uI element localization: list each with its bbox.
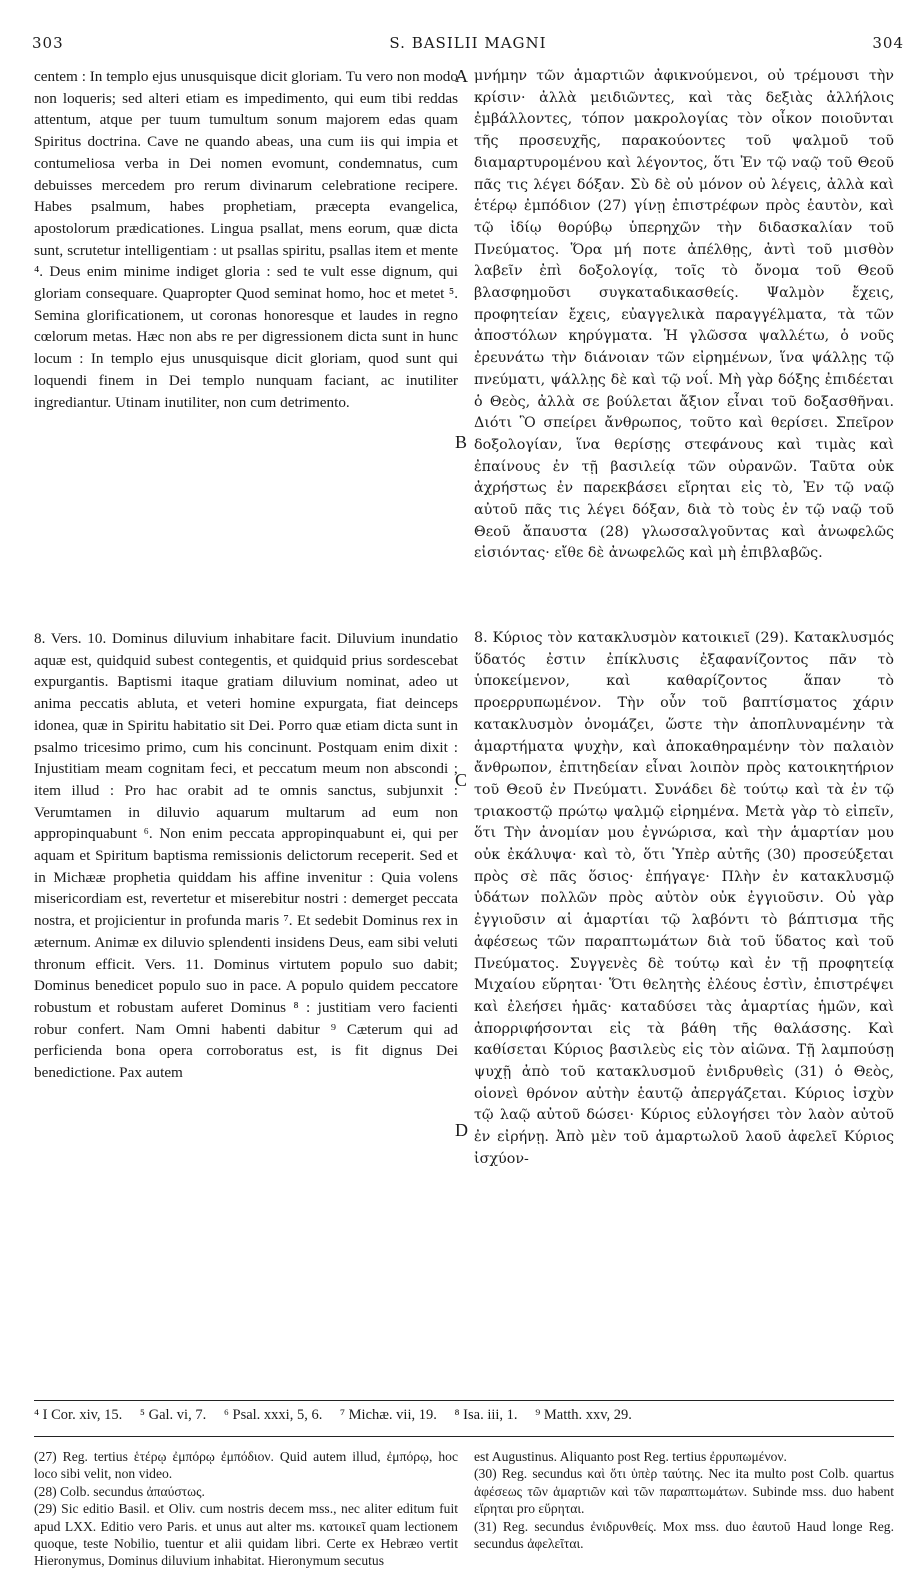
- greek-column-block-1: [474, 66, 894, 565]
- critical-note: (31) Reg. secundus ἐνιδρυνθείς. Mox mss. duo ἑαυτοῦ Haud longe Reg. secundus ἀφελεῖται.: [474, 1518, 894, 1552]
- greek-column-block-2: [474, 628, 894, 1171]
- scripture-ref: ⁴ I Cor. xiv, 15.: [34, 1407, 123, 1423]
- margin-marker-b: B: [455, 432, 468, 452]
- running-title: S. BASILII MAGNI: [389, 34, 547, 52]
- footnote-rule: [34, 1400, 894, 1401]
- critical-notes-right: [474, 1448, 894, 1552]
- latin-column-block-2: [34, 628, 458, 1084]
- margin-marker-c: C: [455, 770, 468, 790]
- latin-column-block-1: [34, 66, 458, 413]
- page-number-right: 304: [872, 34, 904, 52]
- greek-paragraph-2: 8. Κύριος τὸν κατακλυσμὸν κατοικιεῖ (29). Κατακλυσμός ὕδατός ἐστιν ἐπίκλυσις ἐξαφανίζοντος πᾶν τὸ ὑποκείμενον, καὶ καθαρίζοντος ἅπαν τὸ προερρυπωμένον. Τὴν οὖν τοῦ βαπτίσματος χάριν κατακλυσμὸν ὀνομάζει, ὥστε τὴν ἀποπλυναμένην τὰ ἁμαρτήματα ψυχὴν, καὶ ἀποκαθηραμένην τὸν παλαιὸν ἄνθρωπον, ἐπιτηδείαν εἶναι λοιπὸν πρὸς κατοικητήριον τοῦ Θεοῦ ἐν Πνεύματι. Συνάδει δὲ τούτῳ καὶ τὰ ἐν τῷ τριακοστῷ πρώτῳ ψαλμῷ εἰρημένα. Μετὰ γὰρ τὸ εἰπεῖν, ὅτι Τὴν ἀνομίαν μου ἐγνώρισα, καὶ τὴν ἁμαρτίαν μου οὐκ ἐκάλυψα· καὶ τὸ, ὅτι Ὑπὲρ αὐτῆς (30) προσεύξεται πρὸς σὲ πᾶς ὅσιος· ἐπήγαγε· Πλὴν ἐν κατακλυσμῷ ὑδάτων πολλῶν πρὸς αὐτὸν οὐκ ἐγγιοῦσιν. Οὐ γὰρ ἐγγιοῦσιν αἱ ἁμαρτίαι τῷ λαβόντι τὸ βάπτισμα τῆς ἀφέσεως τῶν παραπτωμάτων διὰ τοῦ ὕδατος καὶ τοῦ Πνεύματος. Συγγενὲς δὲ τούτῳ καὶ ἐν τῇ προφητείᾳ Μιχαίου εὕρηται· Ὅτι θελητὴς ἐλέους ἐστὶν, ἐπιστρέψει καὶ ἐλεήσει ἡμᾶς· καταδύσει τὰς ἁμαρτίας ἡμῶν, καὶ ἀπορριφήσονται εἰς τὰ βάθη τῆς θαλάσσης. Καὶ καθίσεται Κύριος βασιλεὺς εἰς τὸν αἰῶνα. Τῇ λαμπούσῃ ψυχῇ ἀπὸ τοῦ κατακλυσμοῦ ἐνιδρυθεὶς (31) ὁ Θεὸς, οἱονεὶ θρόνον αὐτὴν ἑαυτῷ ἀπεργάζεται. Κύριος ἰσχὺν τῷ λαῷ αὐτοῦ δώσει· Κύριος εὐλογήσει τὸν λαὸν αὐτοῦ ἐν εἰρήνῃ. Ἀπὸ μὲν τοῦ ἁμαρτωλοῦ λαοῦ ἀφελεῖ Κύριος ἰσχύον-: [474, 630, 894, 1167]
- critical-note: (29) Sic editio Basil. et Oliv. cum nostris decem mss., nec aliter editum fuit apud LXX. Editio vero Paris. et unus aut alter ms. κατοικεῖ quam lectionem quoque, teste Nobilio, tuentur et alii quidam libri. Certe ex Hebræo vertit Hieronymus, Dominus diluvium inhabitat. Hieronymum secutus: [34, 1501, 458, 1569]
- latin-paragraph-2: 8. Vers. 10. Dominus diluvium inhabitare facit. Diluvium inundatio aquæ est, quidquid subest contegentis, et quidquid prius sordescebat expurgantis. Baptismi itaque gratiam diluvium nominat, adeo ut anima peccatis abluta, et veteri homine expurgata, fiat deinceps idonea, quæ in Spiritu habitatio sit Dei. Porro quæ etiam dicta sunt in psalmo tricesimo primo, cum his concinunt. Postquam enim dixit : Injustitiam meam cognitam feci, et peccatum meum non abscondi ; item illud : Pro hac orabit ad te omnis sanctus, subjunxit : Verumtamen in diluvio aquarum multarum ad eum non appropinquabunt ⁶. Non enim peccata appropinquabunt ei, qui per aquam et Spiritum baptisma remissionis delictorum receperit. Sed et in Michææ prophetia quiddam his affine invenitur : Quia volens misericordiam est, revertetur et miserebitur nostri : demerget peccata nostra, et projicientur in profunda maris ⁷. Et sedebit Dominus rex in æternum. Animæ ex diluvio splendenti insidens Deus, eam sibi veluti thronum efficit. Vers. 11. Dominus virtutem populo suo dabit; Dominus benedicet populo suo in pace. A populo quidem peccatore robustum et robustam auferet Dominus ⁸ : justitiam vero facienti robur confert. Nam Omni habenti dabitur ⁹ Cæterum qui ad perficienda bona opera corroboratus est, is fit dignus Dei benedictione. Pax autem: [34, 630, 458, 1082]
- scripture-ref: ⁹ Matth. xxv, 29.: [535, 1407, 632, 1423]
- scripture-ref: ⁷ Michæ. vii, 19.: [339, 1407, 437, 1423]
- critical-note: (30) Reg. secundus καὶ ὅτι ὑπὲρ ταύτης. Nec ita multo post Colb. quartus ἀφέσεως τῶν ἁμαρτιῶν καὶ τῶν παραπτωμάτων. Subinde mss. duo habent εἴρηται pro εὕρηται.: [474, 1466, 894, 1517]
- margin-marker-a: A: [455, 66, 468, 86]
- scripture-references: [34, 1407, 894, 1424]
- critical-note: (28) Colb. secundus ἀπαύστως.: [34, 1483, 205, 1499]
- page-number-left: 303: [32, 34, 64, 52]
- greek-paragraph-1: μνήμην τῶν ἁμαρτιῶν ἀφικνούμενοι, οὐ τρέμουσι τὴν κρίσιν· ἀλλὰ μειδιῶντες, καὶ τὰς δεξιὰς ἀλλήλοις ἐμβάλλοντες, τόπον μακρολογίας τὸν οἶκον ποιοῦνται τῆς προσευχῆς, παρακούοντες τοῦ ψαλμοῦ τοῦ διαμαρτυρομένου καὶ λέγοντος, ὅτι Ἐν τῷ ναῷ τοῦ Θεοῦ πᾶς τις λέγει δόξαν. Σὺ δὲ οὐ μόνον οὐ λέγεις, ἀλλὰ καὶ ἑτέρῳ ἐμπόδιον (27) γίνῃ ἐπιστρέφων πρὸς ἑαυτὸν, καὶ τῷ ἰδίῳ θορύβῳ ὑπερηχῶν τὴν διδασκαλίαν τοῦ Πνεύματος. Ὅρα μή ποτε ἀπέλθῃς, ἀντὶ τοῦ μισθὸν λαβεῖν ἐπὶ δοξολογίᾳ, τοῖς τὸ ὄνομα τοῦ Θεοῦ βλασφημοῦσι συγκαταδικασθείς. Ψαλμὸν ἔχεις, προφητείαν ἔχεις, εὐαγγελικὰ παραγγέλματα, τὰ τῶν ἀποστόλων κηρύγματα. Ἡ γλῶσσα ψαλλέτω, ὁ νοῦς ἐρευνάτω τὴν διάνοιαν τῶν εἰρημένων, ἵνα ψάλλῃς τῷ πνεύματι, ψάλλῃς δὲ καὶ τῷ νοΐ. Μὴ γὰρ δόξης ἐπιδέεται ὁ Θεὸς, ἀλλὰ σε βούλεται ἄξιον εἶναι τοῦ δοξασθῆναι. Διότι Ὃ σπείρει ἄνθρωπος, τοῦτο καὶ θερίσει. Σπεῖρον δοξολογίαν, ἵνα θερίσῃς στεφάνους καὶ τιμὰς καὶ ἐπαίνους ἐν τῇ βασιλείᾳ τῶν οὐρανῶν. Ταῦτα οὐκ ἀχρήστως ἐν παρεκβάσει εἴρηται εἰς τὸ, Ἐν τῷ ναῷ αὐτοῦ πᾶς τις λέγει δόξαν, διὰ τὸ τοὺς ἐν τῷ ναῷ τοῦ Θεοῦ ἄπαυστα (28) γλωσσαλγοῦντας καὶ ἀνωφελῶς εἰσιόντας· εἴθε δὲ ἀνωφελῶς καὶ μὴ ἐπιβλαβῶς.: [474, 68, 894, 562]
- margin-marker-d: D: [455, 1120, 468, 1140]
- scripture-ref: ⁶ Psal. xxxi, 5, 6.: [223, 1407, 323, 1423]
- critical-note: (27) Reg. tertius ἑτέρῳ ἐμπόρῳ ἐμπόδιον. Quid autem illud, ἐμπόρῳ, hoc loco sibi velit, non video.: [34, 1449, 458, 1482]
- latin-paragraph-1: centem : In templo ejus unusquisque dicit gloriam. Tu vero non modo non loqueris; sed alteri etiam es impedimento, qui eum tibi reddas attentum, atque per tuum tumultum sonum majorem edas quam Spiritus doctrina. Cave ne quando abeas, una cum iis qui impia et contumeliosa verba in Dei nomen evomunt, condemnatus, cum debuisses mercedem pro rerum divinarum celebratione recipere. Habes psalmum, habes prophetiam, præcepta evangelica, apostolorum prædicationes. Lingua psallat, mens eorum, quæ dicta sunt, scrutetur intelligentiam : ut psallas spiritu, psallas item et mente ⁴. Deus enim minime indiget gloria : sed te vult esse dignum, qui gloriam consequare. Quapropter Quod seminat homo, hoc et metet ⁵. Semina glorificationem, ut coronas honoresque et laudes in regno cœlorum metas. Hæc non abs re per digressionem dicta sunt in hunc locum : In templo ejus unusquisque dicit gloriam, quod sunt qui loquendi finem in Dei templo nunquam faciant, ac inutiliter ingrediantur. Utinam inutiliter, non cum detrimento.: [34, 68, 458, 411]
- scripture-ref: ⁸ Isa. iii, 1.: [454, 1407, 518, 1423]
- scripture-ref: ⁵ Gal. vi, 7.: [139, 1407, 207, 1423]
- page-header: [32, 34, 904, 56]
- critical-note: est Augustinus. Aliquanto post Reg. tertius ἐρρυπωμένον.: [474, 1449, 787, 1464]
- critical-notes-left: [34, 1448, 458, 1570]
- notes-rule: [34, 1436, 894, 1437]
